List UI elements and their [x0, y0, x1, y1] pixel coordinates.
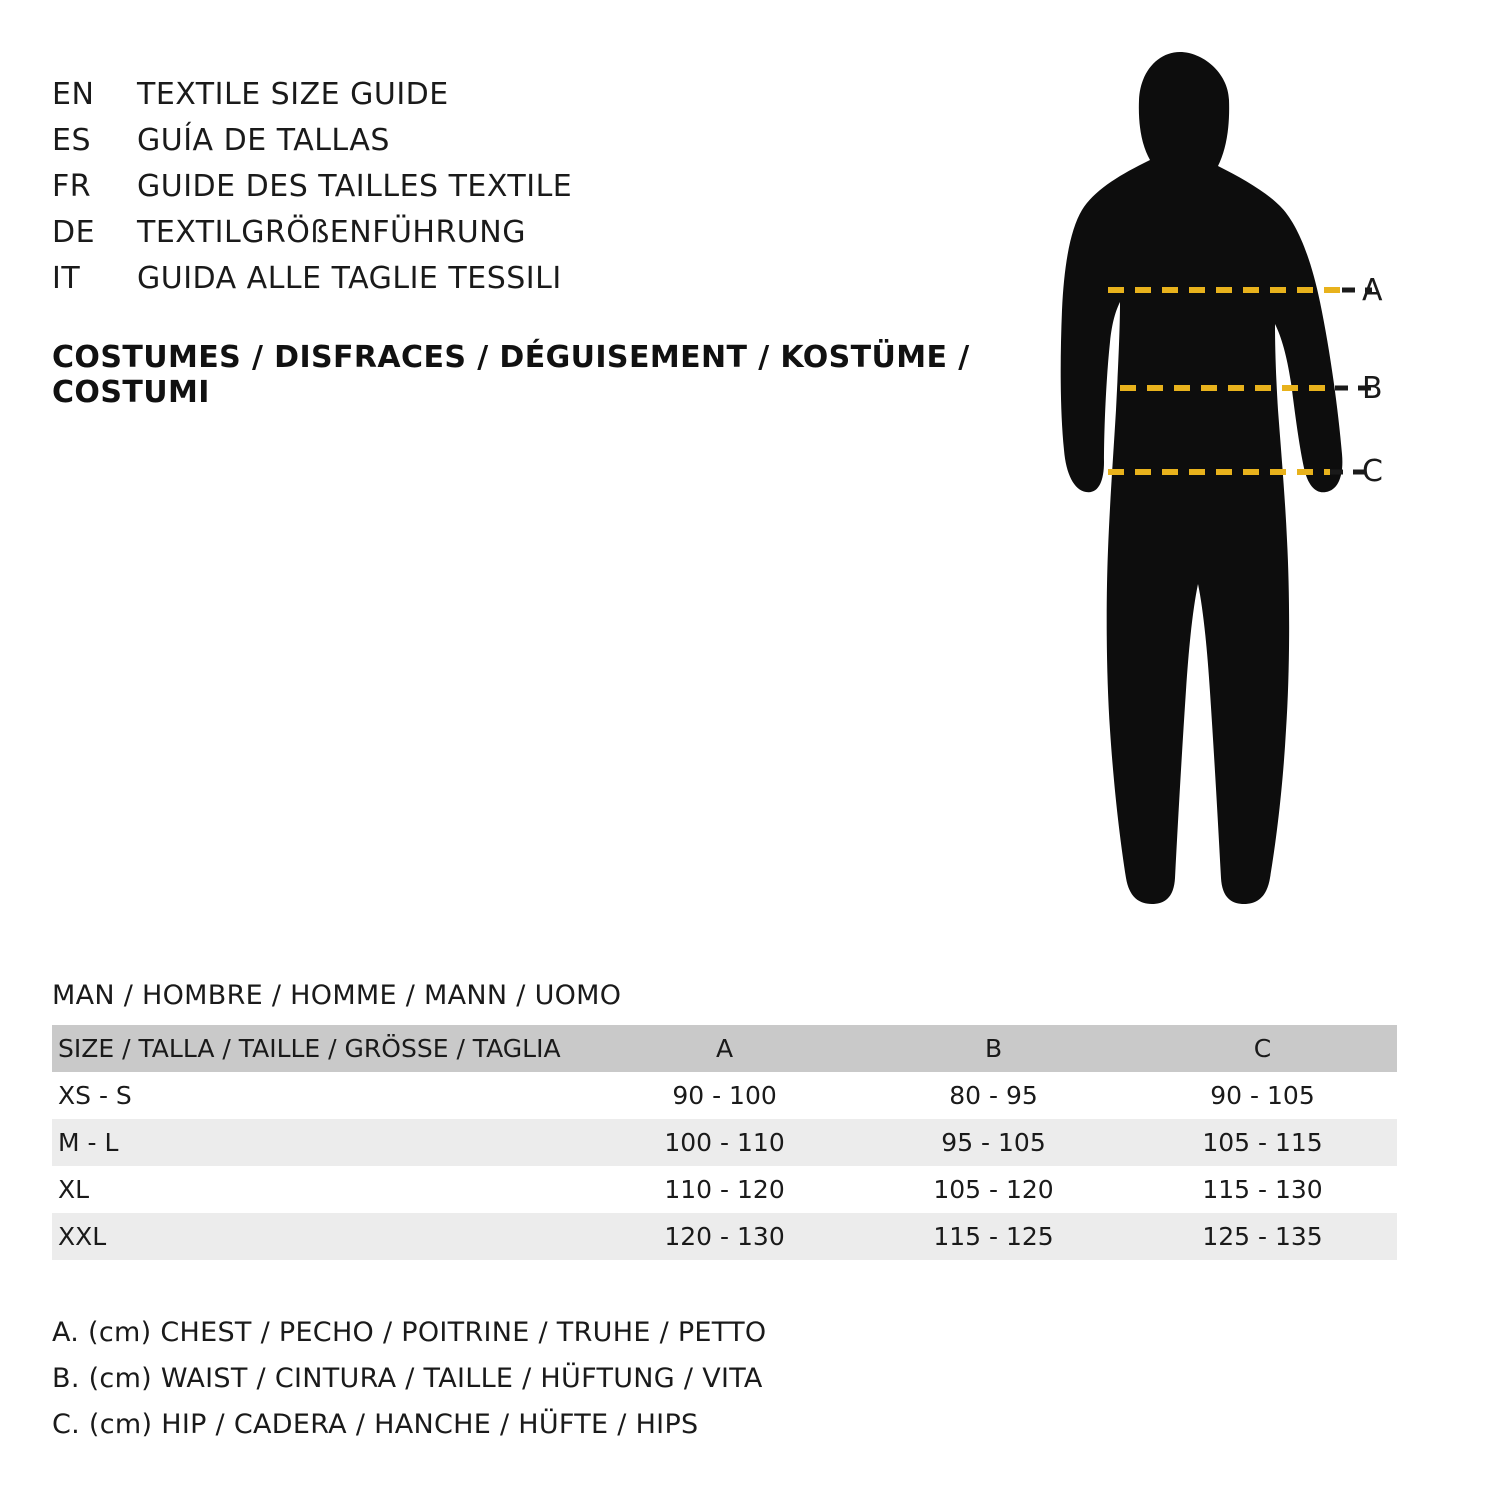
- size-table: [52, 1025, 1397, 1260]
- male-silhouette-icon: [990, 30, 1460, 940]
- language-code: EN: [52, 77, 95, 112]
- language-text: GUIDA ALLE TAGLIE TESSILI: [137, 261, 562, 296]
- table-row: [52, 1072, 1397, 1119]
- cell-size: XXL: [58, 1222, 107, 1251]
- size-table-section: [52, 980, 1412, 1260]
- column-header-c: C: [1253, 1034, 1272, 1063]
- cell-c: 115 - 130: [1202, 1175, 1323, 1204]
- costumes-subtitle: COSTUMES / DISFRACES / DÉGUISEMENT / KOSTÜME / COSTUMI: [52, 340, 970, 410]
- table-row: [52, 1119, 1397, 1166]
- cell-a: 110 - 120: [664, 1175, 785, 1204]
- language-header-block: [52, 72, 1012, 410]
- cell-size: M - L: [58, 1128, 119, 1157]
- language-row: [52, 164, 1012, 210]
- language-text: TEXTILGRÖßENFÜHRUNG: [137, 215, 526, 250]
- language-row: [52, 256, 1012, 302]
- cell-b: 80 - 95: [949, 1081, 1038, 1110]
- legend-line-b: B. (cm) WAIST / CINTURA / TAILLE / HÜFTUNG / VITA: [52, 1363, 763, 1394]
- table-row: [52, 1166, 1397, 1213]
- column-header-b: B: [984, 1034, 1003, 1063]
- cell-c: 90 - 105: [1210, 1081, 1315, 1110]
- table-row: [52, 1213, 1397, 1260]
- table-head: [52, 1025, 1397, 1072]
- column-header-size: SIZE / TALLA / TAILLE / GRÖSSE / TAGLIA: [58, 1034, 561, 1063]
- cell-c: 125 - 135: [1202, 1222, 1323, 1251]
- language-text: GUIDE DES TAILLES TEXTILE: [137, 169, 573, 204]
- language-code: DE: [52, 215, 96, 250]
- language-code: ES: [52, 123, 91, 158]
- language-text: TEXTILE SIZE GUIDE: [137, 77, 449, 112]
- language-row: [52, 72, 1012, 118]
- measure-label-c: C: [1362, 454, 1383, 489]
- language-row: [52, 210, 1012, 256]
- measurement-legend: [52, 1310, 1152, 1448]
- cell-a: 100 - 110: [664, 1128, 785, 1157]
- cell-size: XS - S: [58, 1081, 132, 1110]
- cell-b: 115 - 125: [933, 1222, 1054, 1251]
- table-title: MAN / HOMBRE / HOMME / MANN / UOMO: [52, 980, 622, 1011]
- cell-b: 105 - 120: [933, 1175, 1054, 1204]
- cell-a: 90 - 100: [672, 1081, 777, 1110]
- language-code: FR: [52, 169, 92, 204]
- cell-b: 95 - 105: [941, 1128, 1046, 1157]
- cell-a: 120 - 130: [664, 1222, 785, 1251]
- language-text: GUÍA DE TALLAS: [137, 123, 390, 158]
- measure-label-b: B: [1362, 371, 1383, 406]
- measure-label-a: A: [1362, 273, 1383, 308]
- language-row: [52, 118, 1012, 164]
- legend-line-c: C. (cm) HIP / CADERA / HANCHE / HÜFTE / HIPS: [52, 1409, 699, 1440]
- column-header-a: A: [716, 1034, 734, 1063]
- language-code: IT: [52, 261, 81, 296]
- legend-line-a: A. (cm) CHEST / PECHO / POITRINE / TRUHE / PETTO: [52, 1317, 767, 1348]
- table-header-row: [52, 1025, 1397, 1072]
- table-body: [52, 1072, 1397, 1260]
- cell-size: XL: [58, 1175, 90, 1204]
- cell-c: 105 - 115: [1202, 1128, 1323, 1157]
- figure-illustration: [990, 30, 1460, 940]
